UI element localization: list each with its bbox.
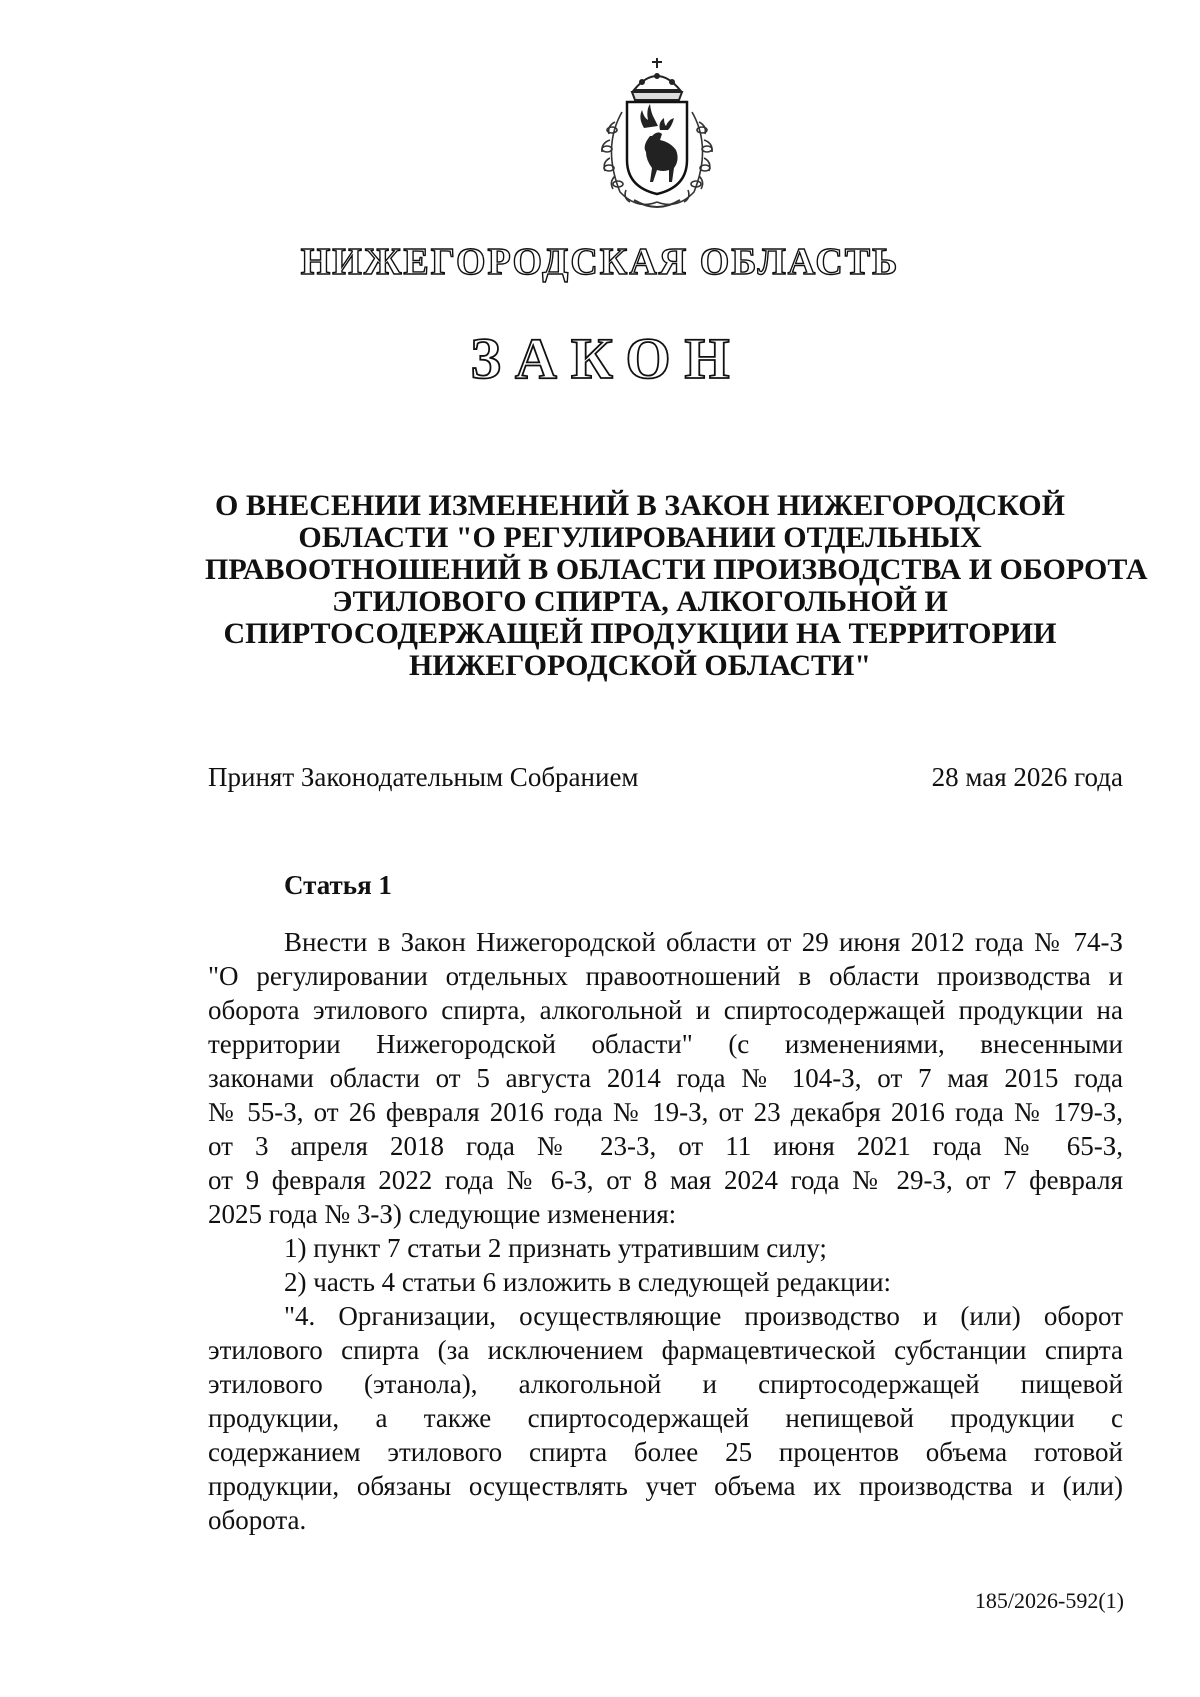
body-line: содержанием этилового спирта более 25 процентов объема готовой: [208, 1437, 1123, 1467]
body-line: 2) часть 4 статьи 6 изложить в следующей редакции:: [284, 1267, 892, 1297]
body-line: от 9 февраля 2022 года № 6-З, от 8 мая 2024 года № 29-З, от 7 февраля: [208, 1165, 1123, 1195]
body-line: продукции, а также спиртосодержащей непищевой продукции с: [208, 1403, 1123, 1433]
law-title-line: ЭТИЛОВОГО СПИРТА, АЛКОГОЛЬНОЙ И: [332, 585, 948, 618]
adopted-by: Принят Законодательным Собранием: [208, 762, 639, 792]
body-line: Внести в Закон Нижегородской области от 29 июня 2012 года № 74-З: [284, 927, 1123, 957]
article-body: [208, 925, 1123, 1537]
body-line: территории Нижегородской области" (с изменениями, внесенными: [208, 1029, 1123, 1059]
body-line: продукции, обязаны осуществлять учет объема их производства и (или): [208, 1471, 1123, 1501]
coat-of-arms-icon: [582, 52, 732, 217]
body-line: этилового (этанола), алкогольной и спиртосодержащей пищевой: [208, 1369, 1123, 1399]
adoption-info: [208, 762, 1123, 802]
law-title-line: ОБЛАСТИ "О РЕГУЛИРОВАНИИ ОТДЕЛЬНЫХ: [298, 521, 982, 554]
document-code: 185/2026-592(1): [974, 1588, 1124, 1613]
body-line: 1) пункт 7 статьи 2 признать утратившим силу;: [284, 1233, 827, 1263]
law-title-line: О ВНЕСЕНИИ ИЗМЕНЕНИЙ В ЗАКОН НИЖЕГОРОДСКОЙ: [215, 489, 1065, 522]
body-line: от 3 апреля 2018 года № 23-З, от 11 июня 2021 года № 65-З,: [208, 1131, 1123, 1161]
body-line: оборота этилового спирта, алкогольной и спиртосодержащей продукции на: [208, 995, 1123, 1025]
body-line: "4. Организации, осуществляющие производство и (или) оборот: [284, 1301, 1123, 1331]
body-line: законами области от 5 августа 2014 года № 104-З, от 7 мая 2015 года: [208, 1063, 1123, 1093]
region-name: НИЖЕГОРОДСКАЯ ОБЛАСТЬ: [300, 241, 900, 283]
body-line: 2025 года № 3-З) следующие изменения:: [208, 1199, 677, 1229]
law-title: [205, 489, 1148, 682]
body-line: "О регулировании отдельных правоотношений в области производства и: [208, 961, 1123, 991]
law-title-line: НИЖЕГОРОДСКОЙ ОБЛАСТИ": [408, 649, 872, 682]
document-type: ЗАКОН: [470, 326, 744, 391]
body-line: этилового спирта (за исключением фармацевтической субстанции спирта: [208, 1335, 1123, 1365]
law-title-line: ПРАВООТНОШЕНИЙ В ОБЛАСТИ ПРОИЗВОДСТВА И ОБОРОТА: [205, 553, 1148, 586]
body-line: № 55-З, от 26 февраля 2016 года № 19-З, от 23 декабря 2016 года № 179-З,: [208, 1097, 1123, 1127]
adoption-date: 28 мая 2026 года: [931, 762, 1123, 792]
article-heading: Статья 1: [284, 870, 392, 900]
law-title-line: СПИРТОСОДЕРЖАЩЕЙ ПРОДУКЦИИ НА ТЕРРИТОРИИ: [223, 617, 1057, 650]
body-line: оборота.: [208, 1505, 307, 1535]
